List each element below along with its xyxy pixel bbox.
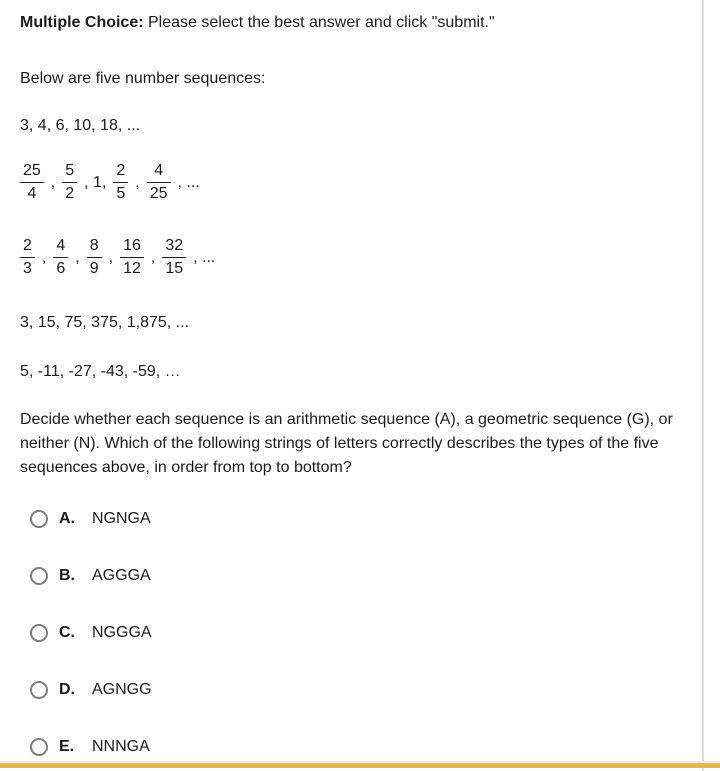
- sequence-5: 5, -11, -27, -43, -59, …: [20, 363, 181, 380]
- option-letter: E.: [59, 738, 75, 755]
- sequence-separator: , 1,: [84, 173, 107, 191]
- radio-button-a[interactable]: [30, 510, 48, 528]
- instructions-text: Please select the best answer and click "submit.": [143, 14, 495, 31]
- fraction: $\frac{25}{4}$: [20, 162, 44, 203]
- sequence-separator: , ...: [193, 248, 216, 266]
- sequence-4: 3, 15, 75, 375, 1,875, ...: [20, 314, 190, 331]
- sequence-1: 3, 4, 6, 10, 18, ...: [20, 117, 141, 134]
- sequence-separator: , ...: [177, 173, 200, 191]
- intro-text: Below are five number sequences:: [20, 70, 266, 87]
- fraction: $\frac{16}{12}$: [120, 237, 144, 278]
- sequence-separator: ,: [150, 248, 156, 266]
- fraction: $\frac{2}{3}$: [20, 237, 35, 278]
- sequence-separator: ,: [135, 173, 140, 191]
- option-letter: A.: [59, 510, 75, 527]
- answer-option-a[interactable]: [30, 510, 700, 528]
- bottom-accent-bar: [0, 763, 720, 768]
- option-letter: B.: [59, 567, 75, 584]
- radio-button-c[interactable]: [30, 624, 48, 642]
- sequence-separator: ,: [41, 248, 47, 266]
- sequence-3: [20, 237, 700, 278]
- option-text: NGNGA: [92, 510, 151, 527]
- panel-right-border: [702, 0, 704, 771]
- radio-button-b[interactable]: [30, 567, 48, 585]
- question-instructions: [20, 13, 700, 32]
- radio-button-d[interactable]: [30, 681, 48, 699]
- sequence-separator: ,: [75, 248, 80, 266]
- fraction: $\frac{4}{6}$: [53, 237, 68, 278]
- sequence-2: [20, 162, 700, 203]
- fraction: $\frac{32}{15}$: [162, 237, 186, 278]
- fraction: $\frac{5}{2}$: [62, 162, 77, 203]
- option-text: AGNGG: [92, 681, 152, 698]
- answer-option-c[interactable]: [30, 624, 700, 642]
- answer-option-e[interactable]: [30, 738, 700, 756]
- option-text: NNNGA: [92, 738, 150, 755]
- option-letter: D.: [59, 681, 75, 698]
- question-text: Decide whether each sequence is an arithmetic sequence (A), a geometric sequence (G), or neither (N). Which of the following strings of letters correctly describes the types of the five sequences above, in order from top to bottom?: [20, 411, 673, 476]
- radio-button-e[interactable]: [30, 738, 48, 756]
- option-text: NGGGA: [92, 624, 152, 641]
- option-text: AGGGA: [92, 567, 151, 584]
- answer-option-b[interactable]: [30, 567, 700, 585]
- sequence-separator: ,: [108, 248, 114, 266]
- question-type-label: Multiple Choice:: [20, 14, 144, 31]
- sequence-separator: ,: [50, 173, 56, 191]
- fraction: $\frac{2}{5}$: [113, 162, 128, 203]
- fraction: $\frac{4}{25}$: [147, 162, 171, 203]
- fraction: $\frac{8}{9}$: [87, 237, 102, 278]
- answer-option-d[interactable]: [30, 681, 700, 699]
- answer-options: [20, 510, 700, 756]
- option-letter: C.: [59, 624, 75, 641]
